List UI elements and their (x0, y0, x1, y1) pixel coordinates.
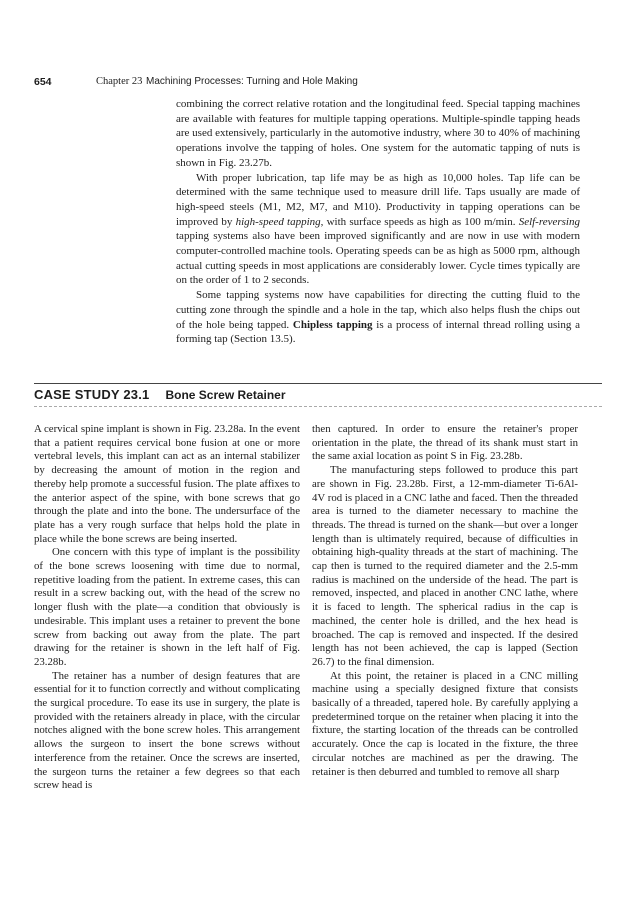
left-paragraph-1: A cervical spine implant is shown in Fig. 23.28a. In the event that a patient requires cervical bone fusion at one or more vertebral levels, this implant can act as an internal stabilizer by decreasing the amount of motion in the region and thereby help promote a successful fusion. The plate affixes to the anterior aspect of the spine, with bone screws that go through the plate and into the bone. The undersurface of the plate has a very rough surface that helps hold the plate in place while the bone screws are being inserted. (34, 423, 300, 545)
chapter-label: Chapter 23 (96, 76, 143, 87)
chapter-title: Machining Processes: Turning and Hole Making (146, 76, 358, 87)
right-column (312, 423, 578, 779)
right-paragraph-1: then captured. In order to ensure the retainer's proper orientation in the plate, the thread of its shank must start in the same axial location as point S in Fig. 23.28b. (312, 423, 578, 463)
intro-p2-text-c: tapping systems also have been improved significantly and are now in use with modern computer-controlled machine tools. Operating speeds can be as high as 5000 rpm, although actual cutting speeds in most applications are considerably lower. Cycle times typically are on the order of 1 to 2 seconds. (176, 230, 580, 287)
emphasis-self-reversing: Self-reversing (518, 215, 580, 228)
case-study-heading (34, 387, 286, 407)
intro-paragraph-3 (176, 288, 580, 347)
left-paragraph-2: One concern with this type of implant is the possibility of the bone screws loosening with time due to normal, repetitive loading from the patient. In extreme cases, this can result in a screw backing out, with the head of the screw no longer flush with the plate—a condition that obviously is undesirable. This implant uses a retainer to prevent the bone screw from backing out away from the plate. The part drawing for the retainer is shown in the left half of Fig. 23.28b. (34, 546, 300, 668)
left-column (34, 423, 300, 793)
intro-p3-text-b: is a process of internal thread rolling using a forming tap (Section 13.5). (176, 318, 580, 346)
intro-p3-text-a: Some tapping systems now have capabilities for directing the cutting fluid to the cutting zone through the spindle and a hole in the tap, which also helps flush the chips out of the hole being tapped. (176, 289, 580, 331)
intro-paragraph-1: combining the correct relative rotation and the longitudinal feed. Special tapping machines are available with features for multiple tapping operations. Multiple-spindle tapping heads are used extensively, particularly in the automotive industry, where 30 to 40% of machining operations involve the tapping of holes. One system for the automatic tapping of nuts is shown in Fig. 23.27b. (176, 98, 580, 169)
case-study-top-rule (34, 383, 602, 384)
case-study-label: CASE STUDY 23.1 (34, 387, 150, 402)
running-header (34, 76, 602, 90)
right-paragraph-3: At this point, the retainer is placed in a CNC milling machine using a specially designed fixture that consists basically of a threaded, tapered hole. By carefully applying a predetermined torque on the retainer when placing it into the fixture, the starting location of the threads can be controlled accurately. Once the cap is located in the fixture, the three circular notches are machined as per the drawing. The retainer is then deburred and tumbled to remove all sharp (312, 669, 578, 778)
case-study-title: Bone Screw Retainer (165, 388, 286, 402)
left-paragraph-3: The retainer has a number of design features that are essential for it to function correctly and without complicating the surgical procedure. To ease its use in surgery, the plate is provided with the retainers already in place, with the circular notches aligned with the bone screw holes. This arrangement allows the surgeon to insert the bone screws without interference from the retainer. Once the screws are inserted, the surgeon turns the retainer a few degrees so that each screw head is (34, 669, 300, 792)
term-chipless-tapping: Chipless tapping (292, 318, 373, 331)
page-number: 654 (34, 76, 52, 88)
case-study-bottom-rule (34, 406, 602, 407)
intro-p2-text-a: With proper lubrication, tap life may be as high as 10,000 holes. Tap life can be determined with the same technique used to measure drill life. Taps usually are made of high-speed steels (M1, M2, M7, and M10). Productivity in tapping operations can be improved by (176, 171, 580, 228)
right-paragraph-2: The manufacturing steps followed to produce this part are shown in Fig. 23.28b. First, a 12-mm-diameter Ti-6Al-4V rod is placed in a CNC lathe and faced. Then the threaded area is turned to the diameter necessary to machine the threads. The thread is turned on the shank—but over a longer length than is ultimately required, because of difficulties in obtaining high-quality threads at the start of machining. The cap then is turned to the required diameter and the 2.5-mm radius is machined on the underside of the head. The part is removed, inspected, and placed in another CNC lathe, where it is faced to length. The spherical radius in the cap is machined, the center hole is drilled, and the hex head is broached. The cap is removed and inspected. If the desired length has not been achieved, the cap is lapped (Section 26.7) to the final dimension. (312, 464, 578, 668)
intro-paragraph-2 (176, 171, 580, 289)
intro-text-block (176, 97, 580, 347)
emphasis-high-speed-tapping: high-speed tapping, (235, 215, 324, 228)
intro-p2-text-b: with surface speeds as high as 100 m/min. (323, 215, 519, 228)
